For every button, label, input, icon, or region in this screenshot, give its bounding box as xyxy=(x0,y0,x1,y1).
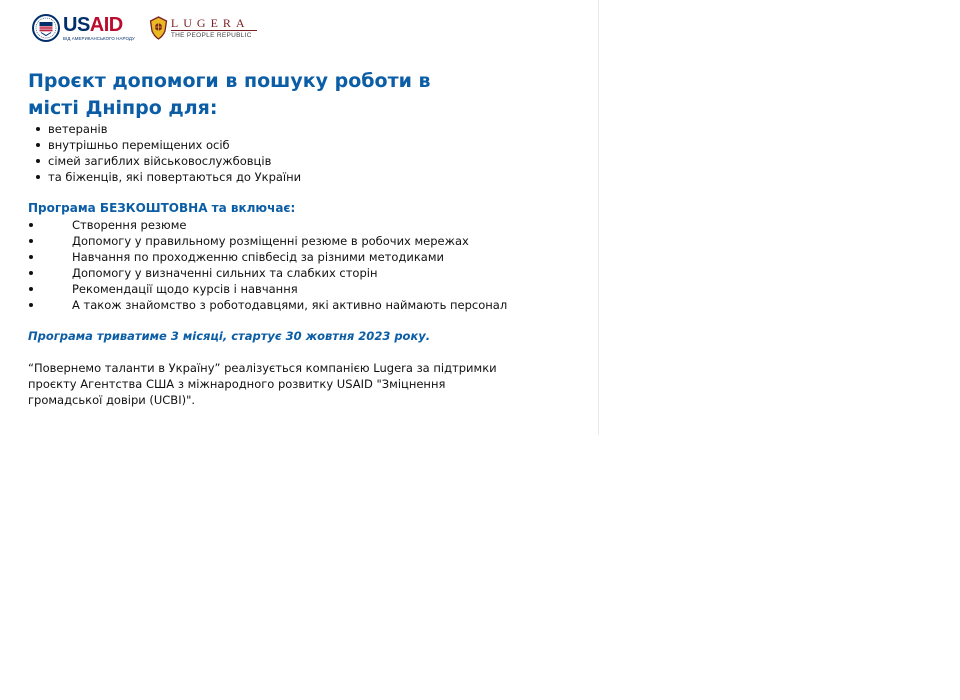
bullet-icon xyxy=(36,127,40,131)
bullet-icon xyxy=(36,159,40,163)
list-item-text: та біженців, які повертаються до України xyxy=(48,170,302,184)
bullet-icon xyxy=(29,271,33,275)
lugera-logo xyxy=(149,16,257,40)
list-item xyxy=(28,265,507,281)
list-item-text: внутрішньо переміщених осіб xyxy=(48,138,230,152)
lugera-shield-icon xyxy=(149,16,168,40)
list-item-text: А також знайомство з роботодавцями, які активно наймають персонал xyxy=(72,298,508,312)
document-panel xyxy=(0,0,599,435)
services-list xyxy=(28,217,507,313)
list-item xyxy=(28,153,301,169)
list-item-text: сімей загиблих військовослужбовців xyxy=(48,154,272,168)
bullet-icon xyxy=(29,287,33,291)
lugera-divider xyxy=(171,30,257,31)
bullet-icon xyxy=(29,223,33,227)
usaid-logo xyxy=(32,14,135,42)
lugera-wordmark: LUGERA xyxy=(170,15,250,30)
bullet-icon xyxy=(29,239,33,243)
list-item-text: Навчання по проходженню співбесід за різними методиками xyxy=(72,250,444,264)
list-item xyxy=(28,137,301,153)
usaid-seal-icon xyxy=(32,14,60,42)
list-item-text: Допомогу у визначенні сильних та слабких сторін xyxy=(72,266,378,280)
list-item xyxy=(28,217,507,233)
list-item xyxy=(28,121,301,137)
list-item xyxy=(28,297,507,313)
list-item xyxy=(28,249,507,265)
usaid-tagline: ВІД АМЕРИКАНСЬКОГО НАРОДУ xyxy=(63,35,135,41)
lugera-tagline: THE PEOPLE REPUBLIC xyxy=(170,31,252,39)
sponsor-note: “Повернемо таланти в Україну” реалізується компанією Lugera за підтримки проєкту Агентства США з міжнародного розвитку USAID "Зміцнення громадської довіри (UCBI)". xyxy=(28,361,497,407)
bullet-icon xyxy=(36,175,40,179)
duration-note: Програма триватиме 3 місяці, стартує 30 жовтня 2023 року. xyxy=(28,329,431,343)
audience-list xyxy=(28,121,301,185)
logo-row xyxy=(32,13,257,43)
bullet-icon xyxy=(36,143,40,147)
list-item xyxy=(28,169,301,185)
usaid-wordmark: USAID xyxy=(63,13,123,36)
list-item-text: ветеранів xyxy=(48,122,108,136)
bullet-icon xyxy=(29,303,33,307)
list-item xyxy=(28,233,507,249)
program-heading: Програма БЕЗКОШТОВНА та включає: xyxy=(28,201,296,215)
list-item-text: Створення резюме xyxy=(72,218,187,232)
page-title: Проєкт допомоги в пошуку роботи в місті Дніпро для: xyxy=(28,70,431,119)
list-item-text: Допомогу у правильному розміщенні резюме в робочих мережах xyxy=(72,234,469,248)
list-item xyxy=(28,281,507,297)
bullet-icon xyxy=(29,255,33,259)
list-item-text: Рекомендації щодо курсів і навчання xyxy=(72,282,298,296)
